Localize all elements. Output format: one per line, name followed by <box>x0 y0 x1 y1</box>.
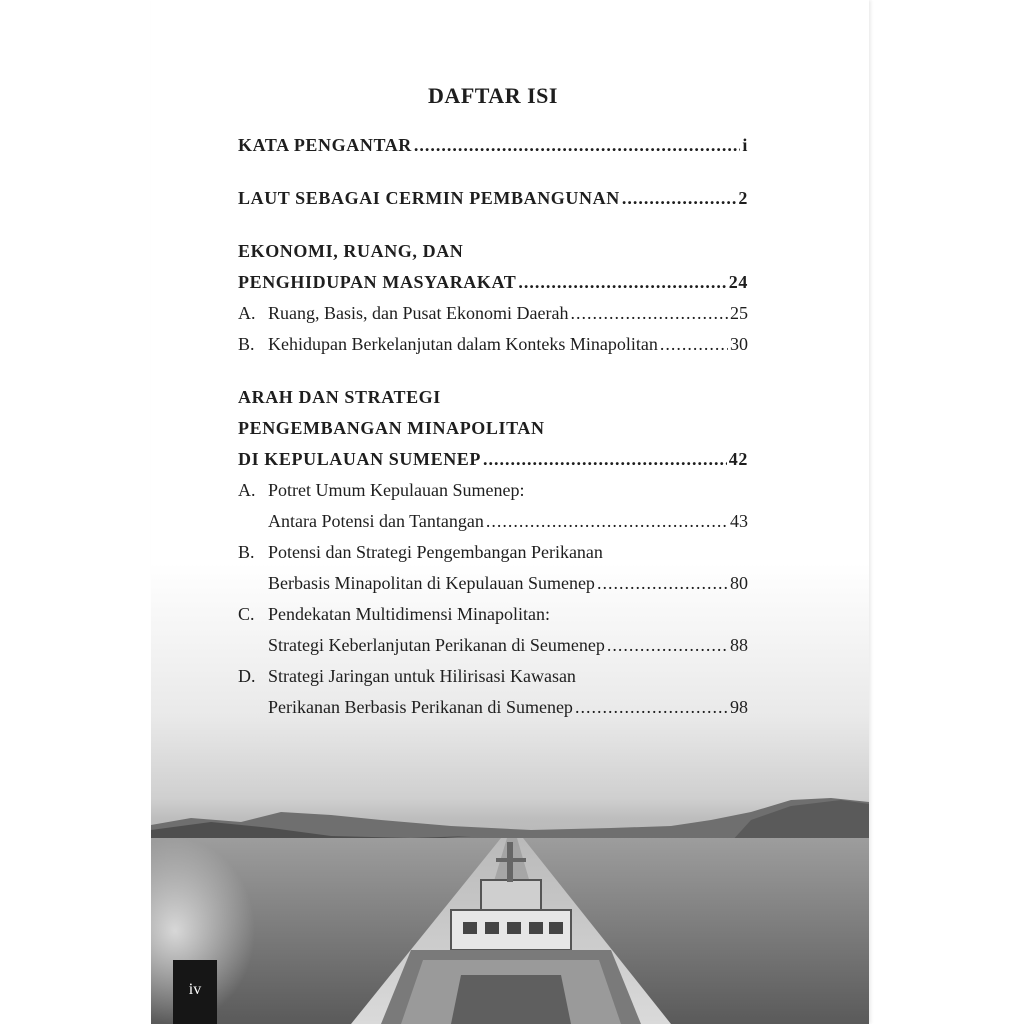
toc-entry-kata-pengantar[interactable] <box>238 130 748 161</box>
toc-subentry-ekonomi-b[interactable] <box>238 329 748 360</box>
dot-leader <box>518 267 726 298</box>
dot-leader <box>660 329 728 360</box>
toc-subentry-ekonomi-a[interactable] <box>238 298 748 329</box>
dot-leader <box>597 568 728 599</box>
toc-entry-laut[interactable] <box>238 183 748 214</box>
dot-leader <box>607 630 728 661</box>
subentry-text-line1: Pendekatan Multidimensi Minapolitan: <box>268 604 550 624</box>
subentry-letter: D. <box>238 666 256 686</box>
toc-chapter-ekonomi-line1: EKONOMI, RUANG, DAN <box>238 241 464 261</box>
toc-chapter-arah-line1: ARAH DAN STRATEGI <box>238 387 441 407</box>
dot-leader <box>622 183 737 214</box>
dot-leader <box>414 130 740 161</box>
subentry-text-line2: Perikanan Berbasis Perikanan di Sumenep <box>268 697 573 717</box>
table-of-contents <box>238 80 748 723</box>
toc-entry-page: 42 <box>728 449 748 469</box>
subentry-page: 80 <box>730 573 748 593</box>
dot-leader <box>570 298 728 329</box>
toc-entry-page: 24 <box>728 272 748 292</box>
subentry-page: 30 <box>730 334 748 354</box>
subentry-text: Ruang, Basis, dan Pusat Ekonomi Daerah <box>268 303 569 323</box>
subentry-page: 98 <box>730 697 748 717</box>
subentry-letter: B. <box>238 334 255 354</box>
subentry-text: Kehidupan Berkelanjutan dalam Konteks Minapolitan <box>268 334 658 354</box>
subentry-text-line2: Strategi Keberlanjutan Perikanan di Seumenep <box>268 635 605 655</box>
toc-chapter-arah-line2: PENGEMBANGAN MINAPOLITAN <box>238 418 545 438</box>
book-page <box>151 0 869 1024</box>
subentry-page: 88 <box>730 635 748 655</box>
subentry-letter: C. <box>238 604 255 624</box>
subentry-text-line1: Potret Umum Kepulauan Sumenep: <box>268 480 525 500</box>
toc-entry-label: LAUT SEBAGAI CERMIN PEMBANGUNAN <box>238 188 620 208</box>
toc-entry-label: KATA PENGANTAR <box>238 135 412 155</box>
toc-subentry-arah-b[interactable] <box>238 537 748 599</box>
toc-entry-page: i <box>742 135 748 155</box>
subentry-letter: A. <box>238 480 256 500</box>
subentry-text-line2: Antara Potensi dan Tantangan <box>268 511 484 531</box>
subentry-text-line1: Strategi Jaringan untuk Hilirisasi Kawasan <box>268 666 576 686</box>
subentry-page: 43 <box>730 511 748 531</box>
dot-leader <box>486 506 728 537</box>
subentry-text-line1: Potensi dan Strategi Pengembangan Perikanan <box>268 542 603 562</box>
dot-leader <box>483 444 727 475</box>
subentry-text-line2: Berbasis Minapolitan di Kepulauan Sumenep <box>268 573 595 593</box>
dot-leader <box>575 692 728 723</box>
toc-entry-ekonomi[interactable] <box>238 267 748 298</box>
toc-subentry-arah-c[interactable] <box>238 599 748 661</box>
toc-title: DAFTAR ISI <box>428 83 558 108</box>
subentry-letter: A. <box>238 303 256 323</box>
toc-entry-label: PENGHIDUPAN MASYARAKAT <box>238 272 517 292</box>
page-number: iv <box>173 960 217 1024</box>
toc-entry-page: 2 <box>738 188 748 208</box>
toc-entry-arah[interactable] <box>238 444 748 475</box>
toc-subentry-arah-d[interactable] <box>238 661 748 723</box>
subentry-page: 25 <box>730 303 748 323</box>
toc-entry-label: DI KEPULAUAN SUMENEP <box>238 449 482 469</box>
subentry-letter: B. <box>238 542 255 562</box>
toc-subentry-arah-a[interactable] <box>238 475 748 537</box>
